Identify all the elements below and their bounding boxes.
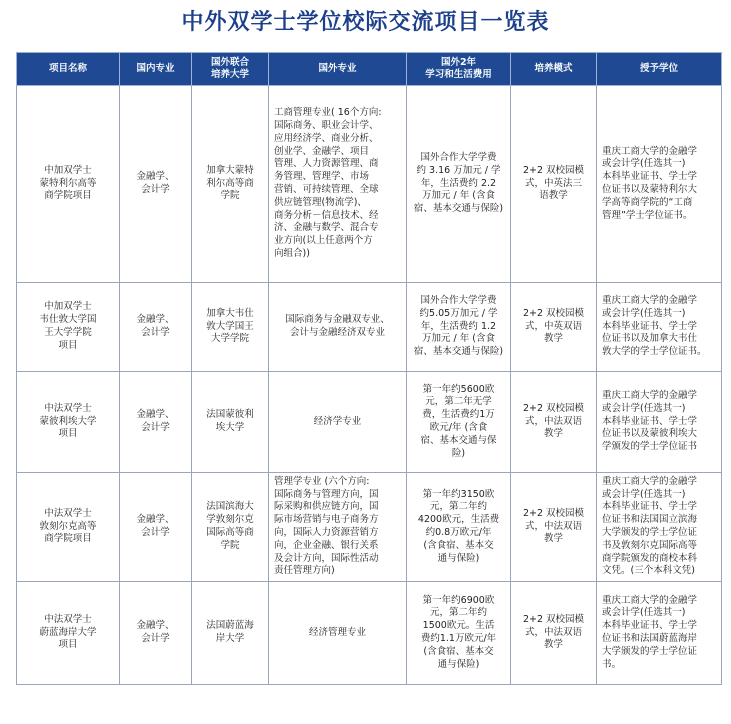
domestic-major-cell: 金融学、 会计学 bbox=[120, 372, 192, 473]
partner-university-cell: 加拿大蒙特 利尔高等商 学院 bbox=[192, 86, 269, 283]
header-domestic-major: 国内专业 bbox=[120, 53, 192, 86]
program-table bbox=[16, 52, 722, 685]
domestic-major-cell: 金融学、 会计学 bbox=[120, 283, 192, 372]
table-row bbox=[17, 582, 722, 685]
degree-cell: 重庆工商大学的金融学 或会计学(任选其一) 本科毕业证书、学士学 位证书以及蒙特利尔大 学高等商学院的“工商 管理”学士学位证书。 bbox=[597, 86, 722, 283]
cost-cell: 国外合作大学学费 约 3.16 万加元 / 学 年，生活费约 2.2 万加元 / 年 (含食 宿、基本交通与保险) bbox=[407, 86, 511, 283]
partner-university-cell: 加拿大韦仕 敦大学国王 大学学院 bbox=[192, 283, 269, 372]
partner-university-cell: 法国滨海大 学敦刻尔克 国际高等商 学院 bbox=[192, 473, 269, 582]
project-name-cell: 中法双学士 蔚蓝海岸大学 项目 bbox=[17, 582, 120, 685]
header-cost: 国外2年 学习和生活费用 bbox=[407, 53, 511, 86]
degree-cell: 重庆工商大学的金融学 或会计学(任选其一) 本科毕业证书、学士学 位证书以及蒙彼利埃大 学颁发的学士学位证书 bbox=[597, 372, 722, 473]
table-row bbox=[17, 372, 722, 473]
table-row bbox=[17, 473, 722, 582]
foreign-major-cell: 工商管理专业( 16个方向: 国际商务、职业会计学、 应用经济学、商业分析、 创业学、金融学、项目 管理、人力资源管理、商 务管理、管理学、市场 营销、可持续管理、全球 供应链管理(物流学)、 商务分析－信息技术、经 济、金融与数学、混合专 业方向(以上任意两个方 向组合)) bbox=[269, 86, 407, 283]
project-name-cell: 中法双学士 蒙彼利埃大学 项目 bbox=[17, 372, 120, 473]
cost-cell: 国外合作大学学费 约5.05万加元 / 学 年，生活费约 1.2 万加元 / 年 (含食 宿、基本交通与保险) bbox=[407, 283, 511, 372]
table-row bbox=[17, 283, 722, 372]
header-row bbox=[17, 53, 722, 86]
cost-cell: 第一年约6900欧 元，第二年约 1500欧元。生活 费约1.1万欧元/年 (含食宿、基本交 通与保险) bbox=[407, 582, 511, 685]
partner-university-cell: 法国蒙彼利 埃大学 bbox=[192, 372, 269, 473]
cost-cell: 第一年约5600欧 元，第二年无学 费，生活费约1万 欧元/年 (含食 宿、基本交通与保 险) bbox=[407, 372, 511, 473]
degree-cell: 重庆工商大学的金融学 或会计学(任选其一) 本科毕业证书、学士学 位证书和法国蔚蓝海岸 大学颁发的学士学位证 书。 bbox=[597, 582, 722, 685]
partner-university-cell: 法国蔚蓝海 岸大学 bbox=[192, 582, 269, 685]
training-mode-cell: 2+2 双校园模 式，中法双语 教学 bbox=[511, 582, 597, 685]
domestic-major-cell: 金融学、 会计学 bbox=[120, 582, 192, 685]
table-row bbox=[17, 86, 722, 283]
degree-cell: 重庆工商大学的金融学 或会计学(任选其一) 本科毕业证书、学士学 位证书和法国国立滨海 大学颁发的学士学位证 书及敦刻尔克国际高等 商学院颁发的商校本科 文凭。(三个本科文凭) bbox=[597, 473, 722, 582]
foreign-major-cell: 国际商务与金融双专业、 会计与金融经济双专业 bbox=[269, 283, 407, 372]
domestic-major-cell: 金融学、 会计学 bbox=[120, 86, 192, 283]
training-mode-cell: 2+2 双校园模 式，中法双语 教学 bbox=[511, 372, 597, 473]
header-training-mode: 培养模式 bbox=[511, 53, 597, 86]
cost-cell: 第一年约3150欧 元，第二年约 4200欧元，生活费 约0.8万欧元/年 (含食宿、基本交 通与保险) bbox=[407, 473, 511, 582]
training-mode-cell: 2+2 双校园模 式，中法双语 教学 bbox=[511, 473, 597, 582]
degree-cell: 重庆工商大学的金融学 或会计学(任选其一) 本科毕业证书、学士学 位证书以及加拿大韦仕 敦大学的学士学位证书。 bbox=[597, 283, 722, 372]
foreign-major-cell: 经济管理专业 bbox=[269, 582, 407, 685]
foreign-major-cell: 管理学专业 (六个方向: 国际商务与管理方向，国 际采购和供应链方向，国 际市场营销与电子商务方 向，国际人力资源营销方 向，企业金融、银行关系 及会计方向，国际性活动 责任管理方向) bbox=[269, 473, 407, 582]
header-foreign-major: 国外专业 bbox=[269, 53, 407, 86]
project-name-cell: 中加双学士 韦仕敦大学国 王大学学院 项目 bbox=[17, 283, 120, 372]
domestic-major-cell: 金融学、 会计学 bbox=[120, 473, 192, 582]
training-mode-cell: 2+2 双校园模 式，中英法三 语教学 bbox=[511, 86, 597, 283]
project-name-cell: 中法双学士 敦刻尔克高等 商学院项目 bbox=[17, 473, 120, 582]
header-degree: 授予学位 bbox=[597, 53, 722, 86]
header-partner-university: 国外联合 培养大学 bbox=[192, 53, 269, 86]
page-title: 中外双学士学位校际交流项目一览表 bbox=[181, 10, 550, 35]
header-project-name: 项目名称 bbox=[17, 53, 120, 86]
project-name-cell: 中加双学士 蒙特利尔高等 商学院项目 bbox=[17, 86, 120, 283]
foreign-major-cell: 经济学专业 bbox=[269, 372, 407, 473]
training-mode-cell: 2+2 双校园模 式，中英双语 教学 bbox=[511, 283, 597, 372]
